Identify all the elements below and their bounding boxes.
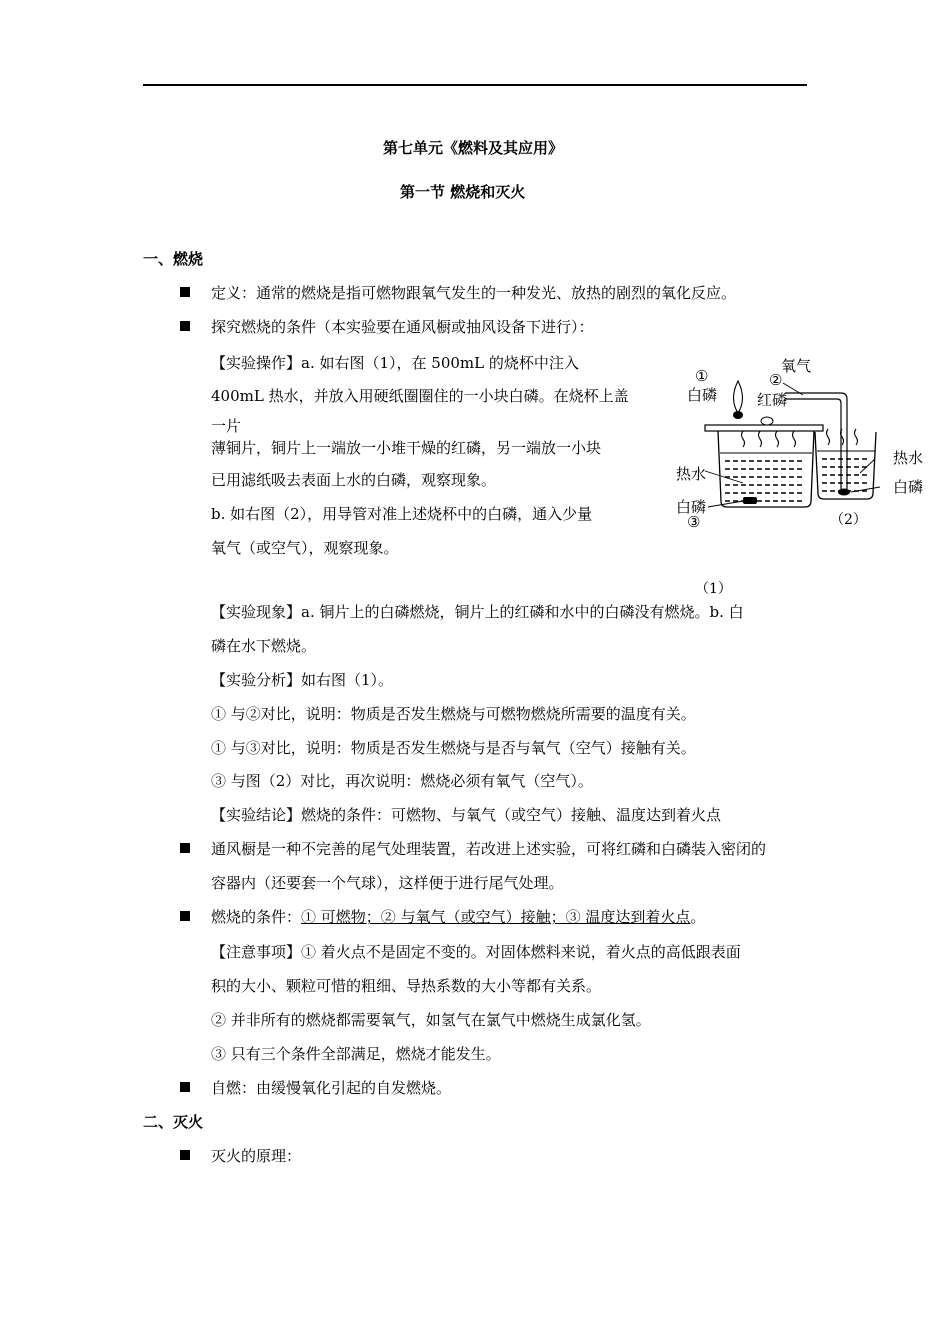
submerged-white-phosphorus xyxy=(743,497,757,504)
section-title: 第一节 燃烧和灭火 xyxy=(400,183,526,201)
caption-figure-2: （2） xyxy=(830,512,867,528)
label-red-phosphorus: 红磷 xyxy=(757,391,788,409)
op-line: 氧气（或空气），观察现象。 xyxy=(211,539,399,557)
hood-line: 容器内（还要套一个气球），这样便于进行尾气处理。 xyxy=(211,874,564,892)
bullet-icon xyxy=(180,287,190,297)
conditions-line xyxy=(211,906,705,927)
phenomenon-line: 【实验现象】a. 铜片上的白磷燃烧，铜片上的红磷和水中的白磷没有燃烧。b. 白 xyxy=(211,603,744,621)
combustion-apparatus-figure xyxy=(665,355,935,605)
burning-white-phosphorus xyxy=(733,411,743,419)
notes-line: ② 并非所有的燃烧都需要氧气，如氢气在氯气中燃烧生成氯化氢。 xyxy=(211,1011,651,1029)
conditions-suffix: 。 xyxy=(690,908,706,926)
label-white-phosphorus-bottom: 白磷 xyxy=(676,498,707,516)
label-circle-1: ① xyxy=(695,367,709,385)
steam-icon xyxy=(827,429,858,445)
analysis-line: ① 与③对比，说明：物质是否发生燃烧与是否与氧气（空气）接触有关。 xyxy=(211,739,696,757)
spontaneous-text: 自燃：由缓慢氧化引起的自发燃烧。 xyxy=(211,1079,452,1097)
leader-line xyxy=(860,459,875,473)
unit-title: 第七单元《燃料及其应用》 xyxy=(383,139,564,157)
flame-icon xyxy=(734,381,743,413)
label-circle-3: ③ xyxy=(687,513,701,531)
condition-fuel: ① 可燃物； xyxy=(301,908,381,926)
caption-figure-1: （1） xyxy=(695,581,732,597)
condition-oxygen: ② 与氧气（或空气）接触； xyxy=(380,908,566,926)
label-circle-2: ② xyxy=(769,371,783,389)
explore-text: 探究燃烧的条件（本实验要在通风橱或抽风设备下进行）： xyxy=(211,318,594,336)
red-phosphorus xyxy=(761,417,773,425)
phenomenon-line: 磷在水下燃烧。 xyxy=(211,637,317,655)
op-line: 薄铜片，铜片上一端放一小堆干燥的红磷，另一端放一小块 xyxy=(211,439,602,457)
bullet-icon xyxy=(180,911,190,921)
bullet-icon xyxy=(180,321,190,331)
label-hot-water-right: 热水 xyxy=(893,449,924,467)
hood-line: 通风橱是一种不完善的尾气处理装置，若改进上述实验，可将红磷和白磷装入密闭的 xyxy=(211,840,767,858)
beaker-2 xyxy=(783,383,880,499)
conditions-prefix: 燃烧的条件： xyxy=(211,908,302,926)
copper-plate xyxy=(705,425,823,431)
analysis-line: 【实验分析】如右图（1）。 xyxy=(211,671,394,689)
bullet-icon xyxy=(180,843,190,853)
op-line: 400mL 热水，并放入用硬纸圈圈住的一小块白磷。在烧杯上盖 xyxy=(211,387,629,405)
heading-combustion: 一、燃烧 xyxy=(143,250,204,268)
definition-text: 定义：通常的燃烧是指可燃物跟氧气发生的一种发光、放热的剧烈的氧化反应。 xyxy=(211,284,737,302)
notes-line: 【注意事项】① 着火点不是固定不变的。对固体燃料来说，着火点的高低跟表面 xyxy=(211,943,741,961)
notes-line: 积的大小、颗粒可惜的粗细、导热系数的大小等都有关系。 xyxy=(211,977,602,995)
notes-line: ③ 只有三个条件全部满足，燃烧才能发生。 xyxy=(211,1045,501,1063)
condition-ignition-point: ③ 温度达到着火点 xyxy=(565,908,691,926)
op-line: 【实验操作】a. 如右图（1），在 500mL 的烧杯中注入 xyxy=(211,354,579,372)
analysis-line: ① 与②对比，说明：物质是否发生燃烧与可燃物燃烧所需要的温度有关。 xyxy=(211,705,696,723)
op-line: 已用滤纸吸去表面上水的白磷，观察现象。 xyxy=(211,471,497,489)
analysis-line: ③ 与图（2）对比，再次说明：燃烧必须有氧气（空气）。 xyxy=(211,772,593,790)
water-hatching xyxy=(822,459,869,491)
bullet-icon xyxy=(180,1150,190,1160)
header-rule xyxy=(143,84,807,86)
op-line: 一片 xyxy=(211,417,242,435)
leader-line xyxy=(708,501,743,507)
label-hot-water-left: 热水 xyxy=(676,465,707,483)
steam-icon xyxy=(742,431,796,447)
extinguish-principle: 灭火的原理： xyxy=(211,1147,302,1165)
bullet-icon xyxy=(180,1082,190,1092)
op-line: b. 如右图（2），用导管对准上述烧杯中的白磷，通入少量 xyxy=(211,505,593,523)
label-white-phosphorus-right: 白磷 xyxy=(893,478,924,496)
heading-extinguish: 二、灭火 xyxy=(143,1113,204,1131)
label-white-phosphorus-top: 白磷 xyxy=(687,386,718,404)
white-phosphorus-underwater xyxy=(838,489,850,496)
label-oxygen: 氧气 xyxy=(781,357,812,375)
conclusion-line: 【实验结论】燃烧的条件：可燃物、与氧气（或空气）接触、温度达到着火点 xyxy=(211,806,722,824)
